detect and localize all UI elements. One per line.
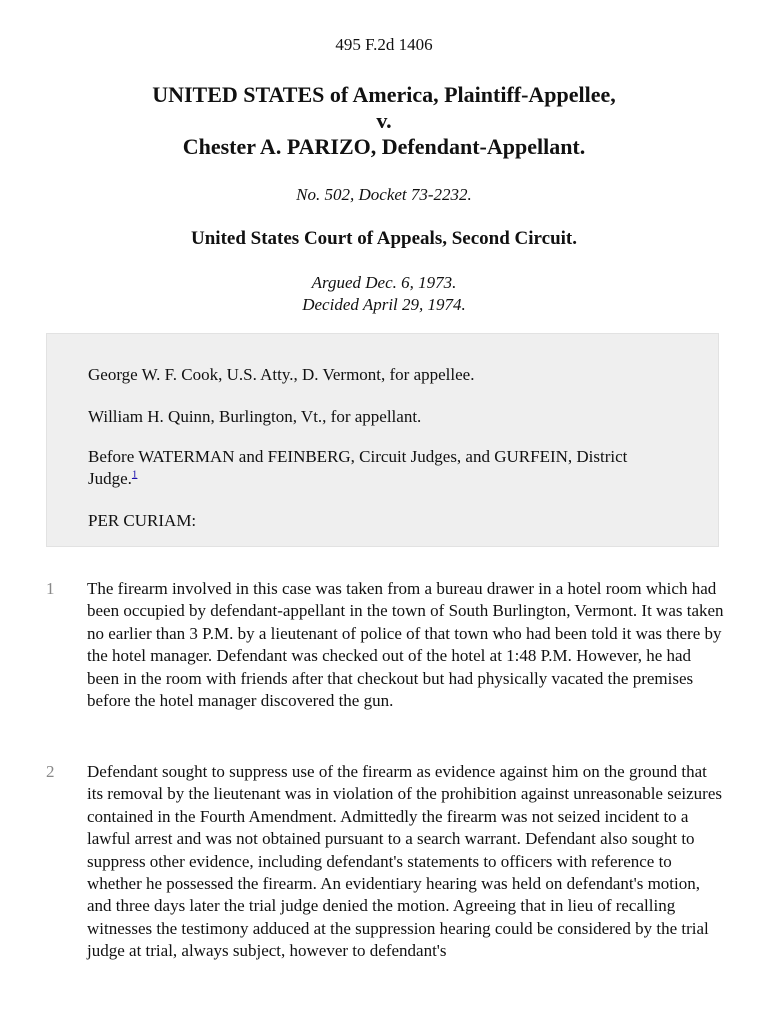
paragraph-number: 2 [46,762,55,781]
paragraph-text: The firearm involved in this case was taken from a bureau drawer in a hotel room which had been occupied by defendant-appellant in the town of South Burlington, Vermont. It was taken no earlier than 3 P.M. by a lieutenant of police of that town who had been told it was there by the hotel manager. Defendant was checked out of the hotel at 1:48 P.M. However, he had been in the room with friends after that checkout but had physically vacated the premises before the hotel manager discovered the gun. [87,579,724,711]
case-citation: 495 F.2d 1406 [335,35,433,54]
court-name: United States Court of Appeals, Second Circuit. [191,228,577,249]
plaintiff-line: UNITED STATES of America, Plaintiff-Appellee, [152,82,616,107]
paragraph-text: Defendant sought to suppress use of the firearm as evidence against him on the ground that its removal by the lieutenant was in violation of the prohibition against unreasonable seizures contained in the Fourth Amendment. Admittedly the firearm was not seized incident to a lawful arrest and was not obtained pursuant to a search warrant. Defendant also sought to suppress other evidence, including defendant's statements to officers with reference to whether he possessed the firearm. An evidentiary hearing was held on defendant's motion, and three days later the trial judge denied the motion. Agreeing that in lieu of recalling witnesses the testimony adduced at the suppression hearing could be considered by the trial judge at trial, always subject, however to defendant's [87,762,722,961]
argued-date: Argued Dec. 6, 1973. [311,273,457,292]
case-dates [0,272,768,316]
decided-date: Decided April 29, 1974. [302,295,466,314]
case-caption [0,82,768,160]
paragraph-number: 1 [46,579,55,598]
bench-text: Before WATERMAN and FEINBERG, Circuit Judges, and GURFEIN, District Judge. [88,447,628,488]
versus-line: v. [376,108,392,133]
appellant-counsel: William H. Quinn, Burlington, Vt., for appellant. [88,407,422,426]
appellee-counsel: George W. F. Cook, U.S. Atty., D. Vermont, for appellee. [88,365,475,384]
defendant-line: Chester A. PARIZO, Defendant-Appellant. [182,134,586,159]
docket-number: No. 502, Docket 73-2232. [296,185,472,204]
per-curiam-heading: PER CURIAM: [88,511,197,530]
footnote-link[interactable]: 1 [131,468,138,481]
bench-line [88,446,678,490]
counsel-panel [46,333,719,547]
